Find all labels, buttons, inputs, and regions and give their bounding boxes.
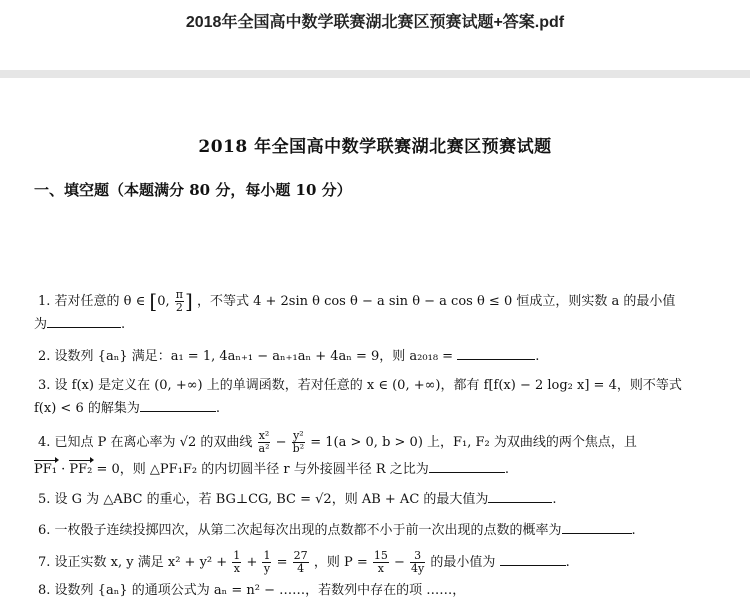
q1-text-b: ，不等式 4 + 2sin θ cos θ − a sin θ − a cos θ ≤ 0 恒成立，则实数 a 的最小值: [196, 294, 676, 309]
q7-f1-den: x: [233, 562, 240, 575]
q7-text-c: 的最小值为: [430, 555, 496, 570]
question-7: 7. 设正实数 x, y 满足 x² + y² + $\frac{1}{x}$ + $\frac{1}{y}$ = $\frac{27}{4}$ ，则 P = $\frac{15}{x}$ − $\frac{3}{4y}$ 的最小值为 .: [38, 549, 570, 575]
q1-text-c: 为: [34, 317, 48, 332]
question-4-line-1: [38, 430, 637, 455]
section-heading: 一、填空题（本题满分 80 分，每小题 10 分）: [34, 181, 352, 199]
q3-text-b: f(x) < 6 的解集为: [34, 401, 140, 416]
q3-text-a: 3. 设 f(x) 是定义在 (0, +∞) 上的单调函数，若对任意的 x ∈ (0, +∞)，都有 f[f(x) − 2 log₂ x] = 4，则不等式: [38, 378, 682, 393]
q7-equals: =: [276, 555, 288, 570]
q4-text-c: = 0，则 △PF₁F₂ 的内切圆半径 r 与外接圆半径 R 之比为: [92, 462, 429, 477]
question-1-line-2: 为 .: [34, 314, 125, 333]
question-3-line-1: [38, 377, 682, 394]
q1-range-left: 0,: [157, 294, 170, 309]
q1-text-a: 1. 若对任意的 θ ∈: [38, 294, 146, 309]
question-4-line-2: PF₁ · PF₂ = 0，则 △PF₁F₂ 的内切圆半径 r 与外接圆半径 R 之比为 .: [34, 459, 509, 478]
q4-answer-blank[interactable]: [429, 459, 505, 473]
q4-f2-num: y²: [293, 429, 304, 442]
q4-minus: −: [275, 435, 287, 450]
q4-text-b: = 1(a > 0, b > 0) 上，F₁, F₂ 为双曲线的两个焦点，且: [310, 435, 637, 450]
q1-answer-blank[interactable]: [47, 314, 121, 328]
q7-f3-num: 27: [293, 549, 308, 562]
q7-f2-num: 1: [263, 549, 271, 562]
q7-fraction-4: [373, 550, 389, 575]
q5-text: 5. 设 G 为 △ABC 的重心，若 BG⊥CG, BC = √2，则 AB + AC 的最大值为: [38, 492, 489, 507]
question-1-line-1: [38, 289, 675, 314]
q4-vector-pf2: PF₂: [69, 462, 93, 477]
q7-f5-den: 4y: [411, 562, 425, 575]
file-title: 2018年全国高中数学联赛湖北赛区预赛试题+答案.pdf: [185, 14, 565, 31]
q7-text-a: 7. 设正实数 x, y 满足 x² + y² +: [38, 555, 228, 570]
q4-vector-pf1: PF₁: [34, 462, 57, 477]
q4-f1-num: x²: [258, 429, 270, 442]
q7-plus: +: [246, 555, 258, 570]
q3-answer-blank[interactable]: [140, 398, 216, 412]
q8-text: 8. 设数列 {aₙ} 的通项公式为 aₙ = n² − ……，若数列中存在的项 ……，: [38, 583, 466, 598]
q4-fraction-y: [292, 430, 305, 455]
q7-fraction-3: [293, 550, 309, 575]
question-2: 2. 设数列 {aₙ} 满足：a₁ = 1, 4aₙ₊₁ − aₙ₊₁aₙ + 4aₙ = 9，则 a₂₀₁₈ = .: [38, 346, 539, 365]
q4-f1-den: a²: [258, 442, 270, 455]
q1-frac-num: π: [175, 288, 183, 301]
q7-fraction-1: [232, 550, 241, 575]
question-8-partial: [38, 582, 465, 599]
q2-text: 2. 设数列 {aₙ} 满足：a₁ = 1, 4aₙ₊₁ − aₙ₊₁aₙ + 4aₙ = 9，则 a₂₀₁₈ =: [38, 349, 454, 364]
q7-f4-den: x: [377, 562, 384, 575]
q7-f2-den: y: [263, 562, 271, 575]
question-6: 6. 一枚骰子连续投掷四次，从第二次起每次出现的点数都不小于前一次出现的点数的概率为 .: [38, 520, 636, 539]
viewer-toolbar: [0, 0, 750, 70]
question-3-line-2: f(x) < 6 的解集为 .: [34, 398, 220, 417]
q1-left-bracket: [: [149, 289, 158, 313]
q7-f5-num: 3: [410, 550, 425, 563]
q4-text-a: 4. 已知点 P 在离心率为 √2 的双曲线: [38, 435, 253, 450]
q1-frac-den: 2: [175, 301, 183, 314]
q6-answer-blank[interactable]: [562, 520, 632, 534]
q2-answer-blank[interactable]: [457, 346, 535, 360]
q7-fraction-2: [262, 550, 271, 575]
q1-fraction: [175, 289, 184, 314]
q5-answer-blank[interactable]: [488, 489, 552, 503]
q7-fraction-5: [410, 550, 425, 575]
q7-f4-num: 15: [373, 549, 388, 562]
q7-f1-num: 1: [233, 549, 241, 562]
q1-right-bracket: ]: [185, 289, 193, 313]
q4-f2-den: b²: [292, 442, 305, 455]
q6-text: 6. 一枚骰子连续投掷四次，从第二次起每次出现的点数都不小于前一次出现的点数的概率为: [38, 523, 562, 538]
q4-dot: ·: [56, 462, 70, 477]
q7-f3-den: 4: [297, 562, 305, 575]
q7-text-b: ，则 P =: [313, 555, 368, 570]
document-title: 2018 年全国高中数学联赛湖北赛区预赛试题: [198, 137, 552, 157]
q4-fraction-x: [258, 430, 271, 455]
page-divider: [0, 70, 750, 78]
question-5: 5. 设 G 为 △ABC 的重心，若 BG⊥CG, BC = √2，则 AB + AC 的最大值为 .: [38, 489, 557, 508]
q7-answer-blank[interactable]: [500, 552, 566, 566]
q7-minus: −: [394, 555, 405, 570]
